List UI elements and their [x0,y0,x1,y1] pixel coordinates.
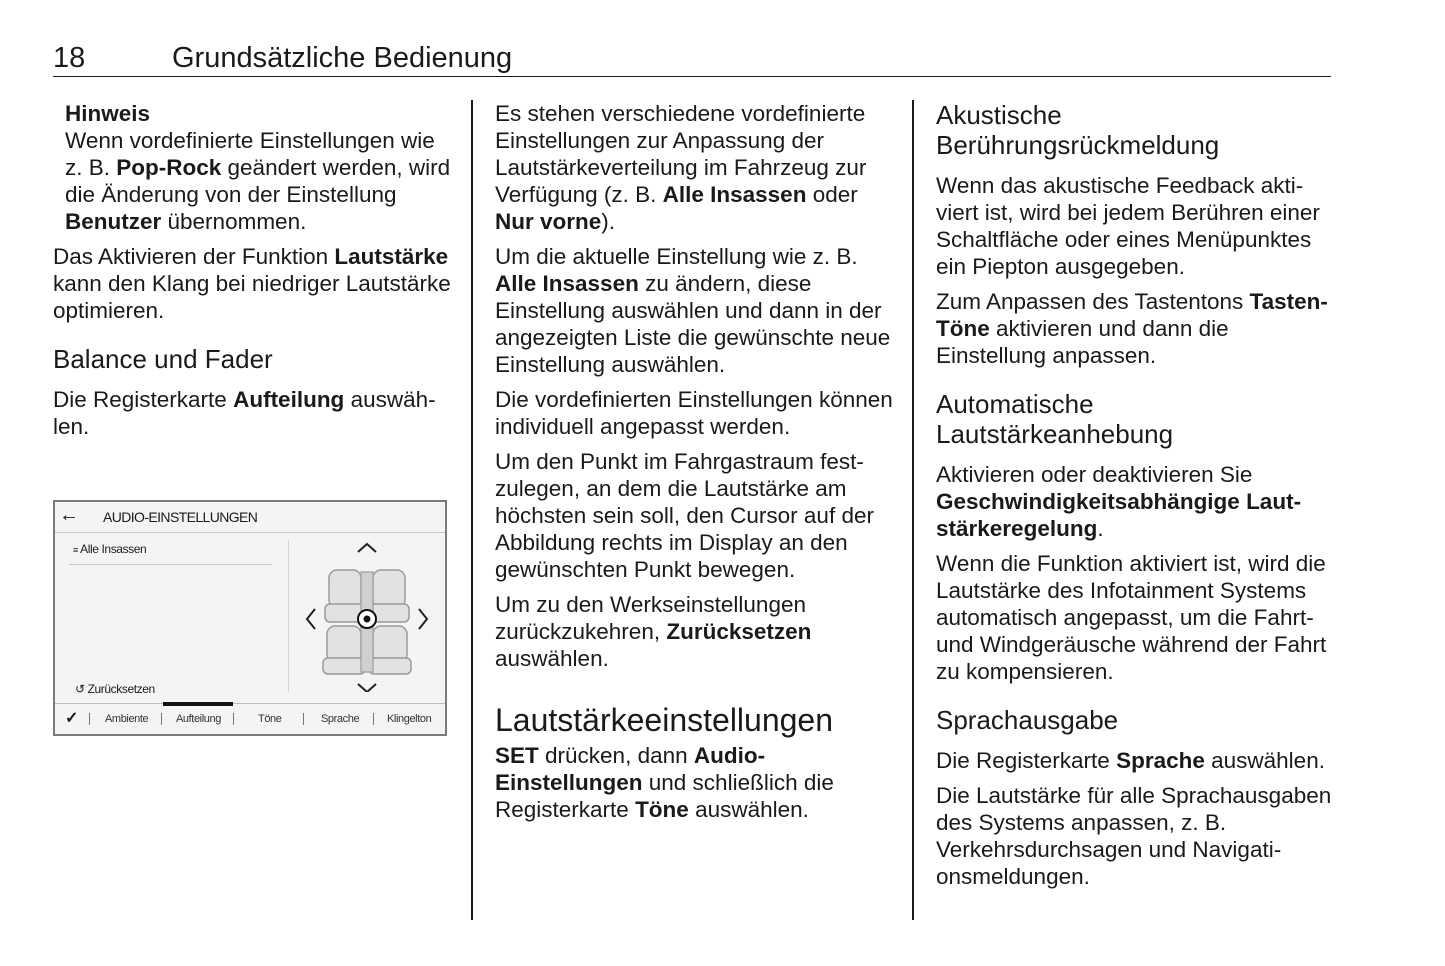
chevron-right-icon [419,609,427,629]
paragraph: SET drücken, dann Audio-Einstellungen und schließlich die Registerkarte Töne auswählen. [495,743,834,822]
column-divider-2 [912,100,914,920]
reset-item: ↺ Zurücksetzen [75,682,155,696]
cursor-target-icon [358,610,376,628]
divider [288,540,289,692]
paragraph: Um zu den Werkseinstellungen zurückzukehren, Zurücksetzen auswählen. [495,592,812,671]
paragraph: Um den Punkt im Fahrgastraum festzulegen, an dem die Lautstärke am höchsten sein soll, den Cursor auf der Abbildung rechts im Display an den gewünschten Punkt bewegen. [495,449,874,582]
divider [69,564,272,565]
tab-toene: Töne [258,713,282,725]
tab-ambiente: Ambiente [105,713,149,725]
check-icon: ✓ [65,710,79,727]
chevron-up-icon [358,544,376,552]
page-number: 18 [53,42,86,74]
column-2 [495,100,895,831]
preset-item: ≡ Alle Insassen [73,542,147,556]
section-heading: Automatische Lautstärkeanhebung [936,389,1174,449]
paragraph: Aktivieren oder deaktivieren Sie Geschwindigkeitsabhängige Lautstärkeregelung. [936,462,1302,541]
paragraph: Zum Anpassen des Tastentons Tasten-Töne aktivieren und dann die Einstellung anpassen. [936,289,1328,368]
left-arrow-icon: ← [59,504,79,526]
paragraph: Wenn das akustische Feedback aktiviert ist, wird bei jedem Berühren einer Schaltfläche oder eines Menüpunktes ein Piepton ausgegeben. [936,173,1320,279]
tab-klingelton: Klingelton [387,713,432,725]
paragraph: Die Registerkarte Sprache auswählen. [936,748,1325,773]
note-heading: Hinweis [65,101,151,126]
chevron-left-icon [307,609,315,629]
paragraph: Wenn die Funktion aktiviert ist, wird die Lautstärke des Infotainment Systems automatisch angepasst, um die Fahrt- und Windgeräusche während der Fahrt zu kompensieren. [936,551,1327,684]
column-1 [53,100,453,448]
note-text: Wenn vordefinierte Einstellungen wie z. B. Pop-Rock geändert werden, wird die Änderung von der Einstellung Benutzer übernommen. [65,128,451,234]
reset-icon: ↺ [75,682,85,696]
audio-settings-screenshot [53,500,447,736]
tab-sprache: Sprache [321,713,360,725]
paragraph: Um die aktuelle Einstellung wie z. B. Alle Insassen zu ändern, diese Einstellung auswählen und dann in der angezeigten Liste die gewünschte neue Einstellung auswählen. [495,244,891,377]
column-divider-1 [471,100,473,920]
active-tab-indicator [163,702,233,706]
seat-balance-graphic [303,542,433,692]
paragraph: Das Aktivieren der Funktion Lautstärke kann den Klang bei niedriger Lautstärke optimieren. [53,244,451,323]
paragraph: Die Registerkarte Aufteilung auswählen. [53,387,436,439]
screen-title: AUDIO-EINSTELLUNGEN [103,509,258,525]
page-title: Grundsätzliche Bedienung [172,42,513,74]
paragraph: Die vordefinierten Einstellungen können individuell angepasst werden. [495,387,893,439]
page-header [53,40,1331,77]
section-heading: Akustische Berührungsrückmeldung [936,100,1220,160]
paragraph: Es stehen verschiedene vordefinierte Einstellungen zur Anpassung der Lautstärkeverteilung im Fahrzeug zur Verfügung (z. B. Alle Insassen oder Nur vorne). [495,101,867,234]
section-heading: Balance und Fader [53,344,273,374]
paragraph: Die Lautstärke für alle Sprachausgaben des Systems anpassen, z. B. Verkehrsdurchsagen und Navigationsmeldungen. [936,783,1332,889]
note-box [65,100,453,235]
chevron-down-icon [358,684,376,692]
screen-tabbar [55,703,445,734]
section-heading: Sprachausgabe [936,705,1119,735]
tab-aufteilung: Aufteilung [176,713,221,725]
chapter-heading: Lautstärkeeinstellungen [495,702,834,738]
column-3 [936,100,1336,898]
screen-topbar [55,502,445,533]
